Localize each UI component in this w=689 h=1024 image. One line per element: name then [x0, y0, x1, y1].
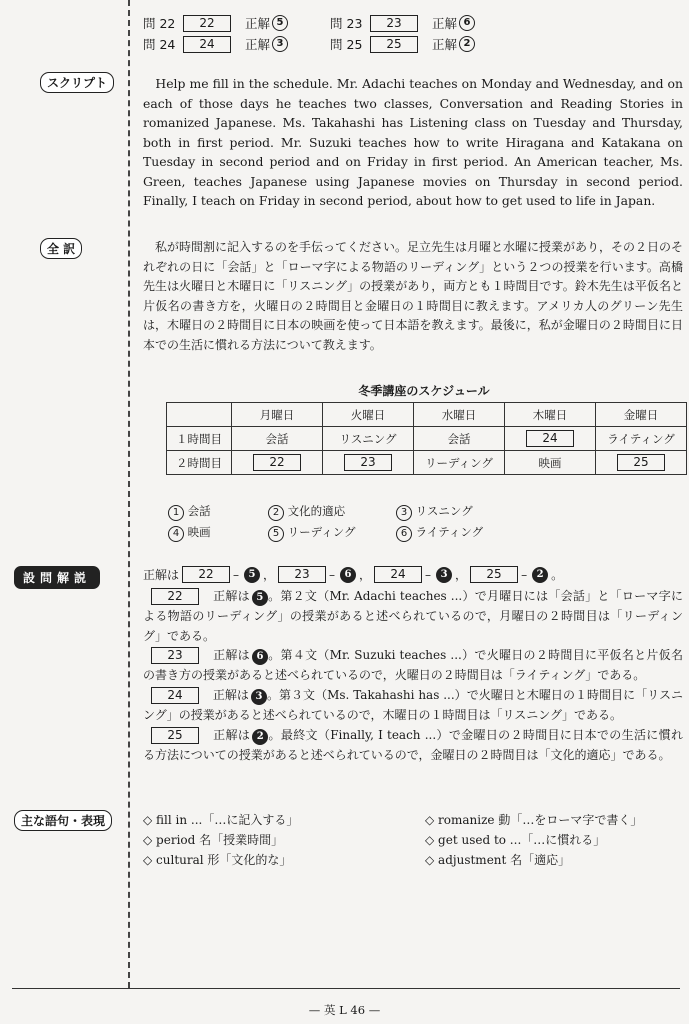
translation-label: 全 訳 — [40, 238, 82, 259]
page-number: — 英 L 46 — — [308, 1003, 381, 1017]
option-text: 映画 — [187, 525, 211, 539]
answer-box: 24 — [374, 566, 422, 583]
row-label: ２時間目 — [167, 451, 232, 475]
table-cell: 会話 — [414, 427, 505, 451]
answer-box: 25 — [617, 454, 665, 471]
table-cell: リーディング — [414, 451, 505, 475]
table-cell — [505, 427, 596, 451]
option-text: リスニング — [415, 504, 473, 518]
answer-number: 5 — [272, 15, 288, 31]
separator: ， — [455, 568, 468, 582]
table-cell — [232, 451, 323, 475]
answer-box: 24 — [183, 36, 231, 53]
answer-row-22-23 — [143, 14, 475, 32]
question-label: 問 25 — [330, 37, 363, 52]
explanation-item — [143, 645, 683, 685]
answer-box: 25 — [370, 36, 418, 53]
answer-lead: 正解は — [213, 589, 250, 603]
table-cell: 映画 — [505, 451, 596, 475]
option-number: 6 — [396, 526, 412, 542]
table-header: 火曜日 — [323, 403, 414, 427]
answer-number: 3 — [272, 36, 288, 52]
explanation-label: 設問解説 — [14, 566, 100, 589]
answer-box: 22 — [182, 566, 230, 583]
answer-box: 25 — [470, 566, 518, 583]
table-header: 木曜日 — [505, 403, 596, 427]
question-label: 問 24 — [143, 37, 176, 52]
answer-lead: 正解は — [213, 648, 250, 662]
option-number: 1 — [168, 505, 184, 521]
option-text: 会話 — [187, 504, 211, 518]
answer-box: 23 — [370, 15, 418, 32]
vocab-right — [425, 810, 642, 870]
answer-box: 22 — [253, 454, 301, 471]
answer-box: 22 — [183, 15, 231, 32]
vocab-item: ◇ period 名「授業時間」 — [143, 833, 284, 847]
question-label: 問 22 — [143, 16, 176, 31]
vocab-item: ◇ fill in ...「…に記入する」 — [143, 813, 299, 827]
schedule-table — [166, 402, 687, 475]
separator: ， — [359, 568, 372, 582]
explanation-item — [143, 725, 683, 765]
vocab-label: 主な語句・表現 — [14, 810, 112, 831]
table-cell — [596, 451, 687, 475]
explanation-text: 。第２文（Mr. Adachi teaches ...）で月曜日には「会話」と「ローマ字による物語のリーディング」の授業があると述べられているので，月曜日の２時間目は「リーディング」である。 — [143, 589, 683, 643]
explanation-text: 。最終文（Finally, I teach ...）で金曜日の２時間目に日本での生活に慣れる方法についての授業があると述べられているので，金曜日の２時間目は「文化的適応」である。 — [143, 728, 683, 762]
table-header: 金曜日 — [596, 403, 687, 427]
answer-lead: 正解は — [213, 728, 251, 742]
option-number: 2 — [268, 505, 284, 521]
answer-box: 25 — [151, 727, 199, 744]
vocab-left — [143, 810, 298, 870]
option-list-row2 — [166, 524, 483, 542]
explanation-item — [143, 685, 683, 725]
answer-label: 正解 — [432, 37, 458, 52]
option-text: リーディング — [287, 525, 356, 539]
script-label: スクリプト — [40, 72, 114, 93]
explanation-text: 。第４文（Mr. Suzuki teaches ...）で火曜日の２時間目に平仮名と片仮名の書き方の授業があると述べられているので，火曜日の２時間目は「ライティング」である。 — [143, 648, 683, 682]
answer-label: 正解 — [432, 16, 458, 31]
answer-number: 2 — [532, 567, 548, 583]
answer-box: 24 — [151, 687, 199, 704]
option-list-row1 — [166, 503, 473, 521]
answer-box: 24 — [526, 430, 574, 447]
table-cell: リスニング — [323, 427, 414, 451]
answer-box: 22 — [151, 588, 199, 605]
vocab-item: ◇ adjustment 名「適応」 — [425, 853, 571, 867]
answer-number: 3 — [251, 689, 267, 705]
table-header: 水曜日 — [414, 403, 505, 427]
answer-box: 23 — [344, 454, 392, 471]
footer-divider — [12, 988, 680, 989]
answer-number: 6 — [340, 567, 356, 583]
question-label: 問 23 — [330, 16, 363, 31]
answer-number: 6 — [459, 15, 475, 31]
table-cell — [323, 451, 414, 475]
row-label: １時間目 — [167, 427, 232, 451]
explanation-text: 。第３文（Ms. Takahashi has ...）で火曜日と木曜日の１時間目に「リスニング」の授業があると述べられているので，木曜日の１時間目は「リスニング」である。 — [143, 688, 683, 722]
vocab-item: ◇ get used to ...「…に慣れる」 — [425, 833, 606, 847]
answer-lead: 正解は — [212, 688, 249, 702]
option-number: 4 — [168, 526, 184, 542]
vocab-item: ◇ cultural 形「文化的な」 — [143, 853, 292, 867]
answer-label: 正解 — [245, 16, 271, 31]
answer-label: 正解 — [245, 37, 271, 52]
answer-number: 2 — [252, 729, 268, 745]
translation-text: 私が時間割に記入するのを手伝ってください。足立先生は月曜と水曜に授業があり，その２日のそれぞれの日に「会話」と「ローマ字による物語のリーディング」という２つの授業を行います。高橋先生は火曜日と木曜日に「リスニング」の授業があり，両方とも１時間目です。鈴木先生は平仮名と片仮名の書き方を，火曜日の２時間目と金曜日の１時間目に教えます。アメリカ人のグリーン先生は，木曜日の２時間目に日本の映画を使って日本語を教えます。最後に，私が金曜日の２時間目に日本での生活に慣れる方法について教えます。 — [143, 240, 684, 352]
separator: ， — [263, 568, 276, 582]
option-text: ライティング — [415, 525, 484, 539]
table-header: 月曜日 — [232, 403, 323, 427]
answer-number: 2 — [459, 36, 475, 52]
answer-row-24-25 — [143, 35, 475, 53]
answer-number: 3 — [436, 567, 452, 583]
table-cell: 会話 — [232, 427, 323, 451]
table-row — [167, 451, 687, 475]
table-cell: ライティング — [596, 427, 687, 451]
margin-dashed-line — [128, 0, 130, 988]
vocab-item: ◇ romanize 動「…をローマ字で書く」 — [425, 813, 643, 827]
answer-box: 23 — [278, 566, 326, 583]
table-header-row — [167, 403, 687, 427]
schedule-title: 冬季講座のスケジュール — [358, 384, 490, 398]
option-number: 5 — [268, 526, 284, 542]
answer-number: 5 — [252, 590, 268, 606]
table-row — [167, 427, 687, 451]
explanation-item — [143, 586, 683, 646]
answer-box: 23 — [151, 647, 199, 664]
answer-lead: 正解は — [143, 568, 180, 582]
script-text: Help me fill in the schedule. Mr. Adachi teaches on Monday and Wednesday, and on each of those days he teaches two classes, Conversation and Reading Stories in romanized Japanese. Ms. Takahashi has Listening class on Tuesday and Thursday, both in first period. Mr. Suzuki teaches how to write Hiragana and Katakana on Tuesday in second period and on Friday in first period. An American teacher, Ms. Green, teaches Japanese using Japanese movies on Thursday in second period. Finally, I teach on Friday in second period, about how to get used to life in Japan. — [143, 76, 683, 208]
answer-number: 5 — [244, 567, 260, 583]
answer-summary: 正解は 22 – 5 ， 23 – 6 ， 24 – 3 ， 25 – 2 。 — [143, 567, 564, 582]
option-number: 3 — [396, 505, 412, 521]
answer-number: 6 — [252, 649, 268, 665]
separator: 。 — [551, 568, 564, 582]
option-text: 文化的適応 — [287, 504, 346, 518]
table-cell — [167, 403, 232, 427]
